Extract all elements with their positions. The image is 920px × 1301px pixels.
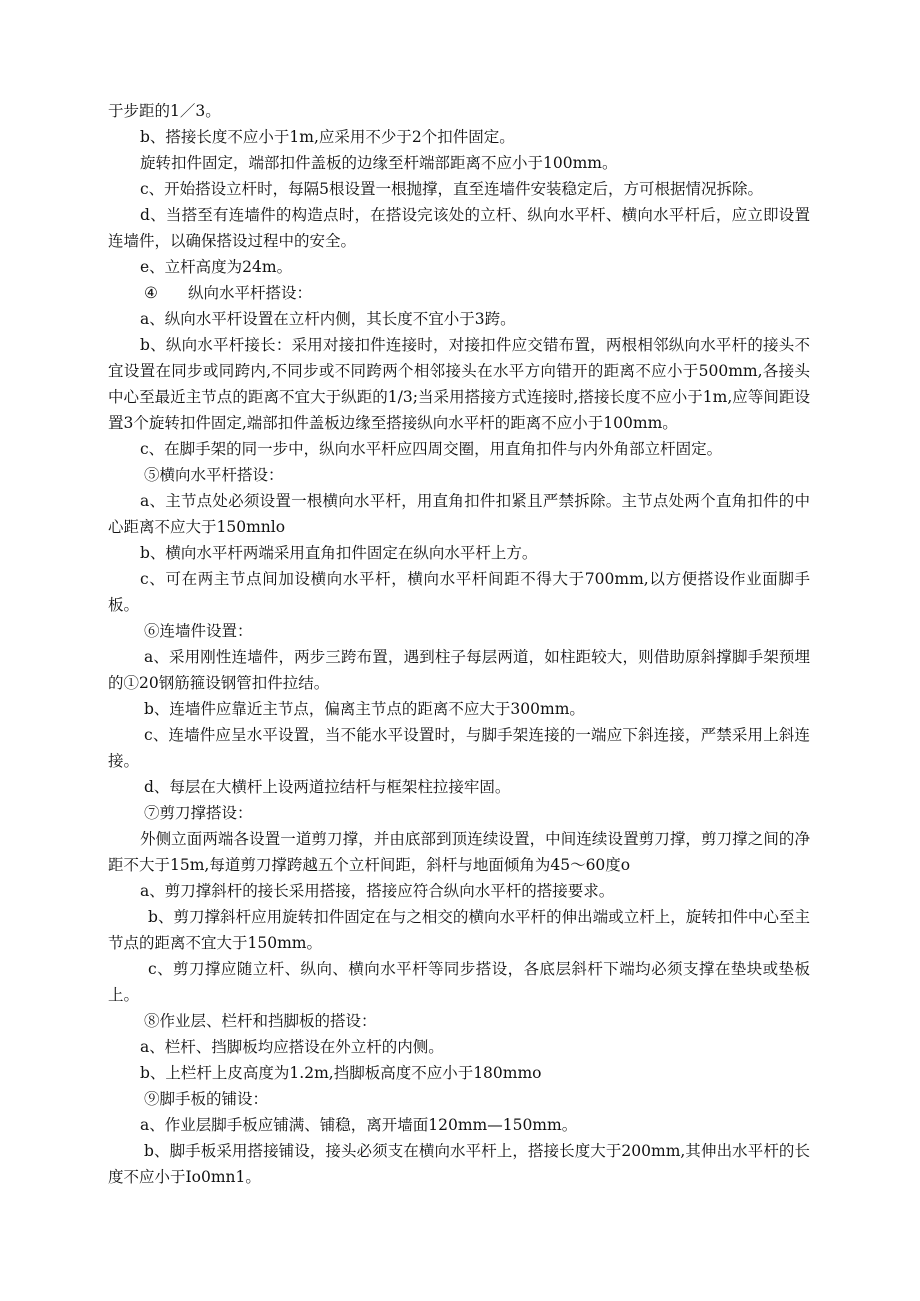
paragraph-21: a、剪刀撑斜杆的接长采用搭接，搭接应符合纵向水平杆的搭接要求。 (140, 882, 615, 900)
section-heading-9: ⑨脚手板的铺设： (144, 1090, 269, 1108)
paragraph-28: a、作业层脚手板应铺满、铺稳，离开墙面120mm—150mm。 (140, 1116, 578, 1134)
paragraph-20: 外侧立面两端各设置一道剪刀撑，并由底部到顶连续设置，中间连续设置剪刀撑，剪刀撑之间的净距不大于15m,每道剪刀撑跨越五个立杆间距，斜杆与地面倾角为45～60度o (108, 830, 810, 874)
paragraph-12: b、横向水平杆两端采用直角扣件固定在纵向水平杆上方。 (140, 544, 538, 562)
document-page (108, 98, 810, 1190)
paragraph-23: c、剪刀撑应随立杆、纵向、横向水平杆等同步搭设，各底层斜杆下端均必须支撑在垫块或垫板上。 (108, 960, 810, 1004)
paragraph-4: d、当搭至有连墙件的构造点时，在搭设完该处的立杆、纵向水平杆、横向水平杆后，应立即设置连墙件，以确保搭设过程中的安全。 (108, 206, 810, 250)
paragraph-9: c、在脚手架的同一步中，纵向水平杆应四周交圈，用直角扣件与内外角部立杆固定。 (140, 440, 723, 458)
section-number: ④ (144, 284, 158, 302)
paragraph-25: a、栏杆、挡脚板均应搭设在外立杆的内侧。 (140, 1038, 444, 1056)
paragraph-26: b、上栏杆上皮高度为1.2m,挡脚板高度不应小于180mmo (140, 1064, 542, 1082)
section-heading-4 (108, 280, 810, 306)
section-heading-7: ⑦剪刀撑搭设： (144, 804, 253, 822)
paragraph-16: b、连墙件应靠近主节点，偏离主节点的距离不应大于300mm。 (144, 700, 585, 718)
paragraph-3: c、开始搭设立杆时，每隔5根设置一根抛撑，直至连墙件安装稳定后，方可根据情况拆除。 (140, 180, 764, 198)
paragraph-1: b、搭接长度不应小于1m,应采用不少于2个扣件固定。 (140, 128, 515, 146)
section-heading-8: ⑧作业层、栏杆和挡脚板的搭设： (144, 1012, 377, 1030)
paragraph-15: a、采用刚性连墙件，两步三跨布置，遇到柱子每层两道，如柱距较大，则借助原斜撑脚手架预埋的①20钢筋箍设钢管扣件拉结。 (108, 648, 810, 692)
paragraph-22: b、剪刀撑斜杆应用旋转扣件固定在与之相交的横向水平杆的伸出端或立杆上，旋转扣件中心至主节点的距离不宜大于150mm。 (108, 908, 810, 952)
paragraph-8: b、纵向水平杆接长：采用对接扣件连接时，对接扣件应交错布置，两根相邻纵向水平杆的接头不宜设置在同步或同跨内,不同步或不同跨两个相邻接头在水平方向错开的距离不应小于500mm,各接头中心至最近主节点的距离不宜大于纵距的1/3;当采用搭接方式连接时,搭接长度不应小于1m,应等间距设置3个旋转扣件固定,端部扣件盖板边缘至搭接纵向水平杆的距离不应小于100mm。 (108, 336, 810, 432)
paragraph-17: c、连墙件应呈水平设置，当不能水平设置时，与脚手架连接的一端应下斜连接，严禁采用上斜连接。 (108, 726, 810, 770)
section-heading-5: ⑤横向水平杆搭设： (144, 466, 284, 484)
paragraph-0: 于步距的1／3。 (108, 102, 221, 120)
section-heading-6: ⑥连墙件设置： (144, 622, 253, 640)
paragraph-11: a、主节点处必须设置一根横向水平杆，用直角扣件扣紧且严禁拆除。主节点处两个直角扣件的中心距离不应大于150mnlo (108, 492, 810, 536)
section-title: 纵向水平杆搭设： (188, 284, 313, 302)
paragraph-5: e、立杆高度为24m。 (140, 258, 293, 276)
paragraph-29: b、脚手板采用搭接铺设，接头必须支在横向水平杆上，搭接长度大于200mm,其伸出水平杆的长度不应小于Io0mn1。 (108, 1142, 810, 1186)
paragraph-18: d、每层在大横杆上设两道拉结杆与框架柱拉接牢固。 (144, 778, 511, 796)
paragraph-13: c、可在两主节点间加设横向水平杆，横向水平杆间距不得大于700mm,以方便搭设作业面脚手板。 (108, 570, 810, 614)
paragraph-7: a、纵向水平杆设置在立杆内侧，其长度不宜小于3跨。 (140, 310, 516, 328)
paragraph-2: 旋转扣件固定，端部扣件盖板的边缘至杆端部距离不应小于100mm。 (140, 154, 618, 172)
